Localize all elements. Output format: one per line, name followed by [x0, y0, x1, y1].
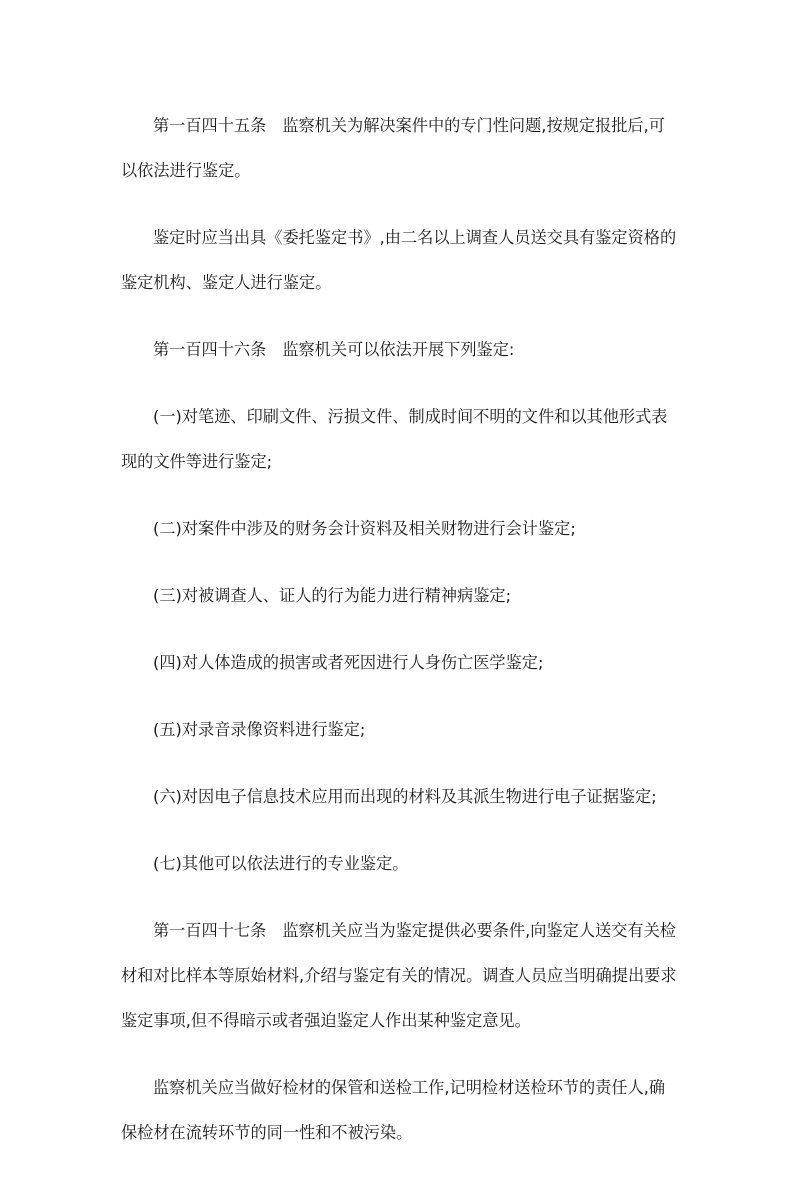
paragraph	[121, 215, 677, 305]
list-item	[121, 774, 677, 819]
paragraph-text: (四)对人体造成的损害或者死因进行人身伤亡医学鉴定;	[153, 653, 544, 672]
paragraph-article-147	[121, 908, 677, 1043]
article-number: 第一百四十六条	[153, 340, 267, 359]
paragraph-text: (六)对因电子信息技术应用而出现的材料及其派生物进行电子证据鉴定;	[153, 787, 657, 806]
paragraph-text: (二)对案件中涉及的财务会计资料及相关财物进行会计鉴定;	[153, 519, 576, 538]
article-number: 第一百四十五条	[153, 116, 267, 135]
paragraph-article-146	[121, 327, 677, 372]
list-item	[121, 394, 677, 484]
paragraph-text: (五)对录音录像资料进行鉴定;	[153, 720, 366, 739]
paragraph-text: 监察机关为解决案件中的专门性问题,按规定报批后,可以依法进行鉴定。	[121, 116, 665, 180]
paragraph-text: (七)其他可以依法进行的专业鉴定。	[153, 854, 409, 873]
list-item	[121, 640, 677, 685]
paragraph-text: 监察机关应当做好检材的保管和送检工作,记明检材送检环节的责任人,确保检材在流转环节的同一性和不被污染。	[121, 1078, 666, 1142]
list-item	[121, 841, 677, 886]
paragraph-article-145	[121, 103, 677, 193]
list-item	[121, 707, 677, 752]
document-body	[121, 103, 677, 1177]
list-item	[121, 506, 677, 551]
list-item	[121, 573, 677, 618]
paragraph-text: 监察机关可以依法开展下列鉴定:	[282, 340, 515, 359]
paragraph-text: 监察机关应当为鉴定提供必要条件,向鉴定人送交有关检材和对比样本等原始材料,介绍与鉴定有关的情况。调查人员应当明确提出要求鉴定事项,但不得暗示或者强迫鉴定人作出某种鉴定意见。	[121, 921, 677, 1030]
article-number: 第一百四十七条	[153, 921, 267, 940]
paragraph	[121, 1065, 677, 1155]
paragraph-text: 鉴定时应当出具《委托鉴定书》,由二名以上调查人员送交具有鉴定资格的鉴定机构、鉴定人进行鉴定。	[121, 228, 677, 292]
paragraph-text: (三)对被调查人、证人的行为能力进行精神病鉴定;	[153, 586, 512, 605]
paragraph-text: (一)对笔迹、印刷文件、污损文件、制成时间不明的文件和以其他形式表现的文件等进行鉴定;	[121, 407, 668, 471]
